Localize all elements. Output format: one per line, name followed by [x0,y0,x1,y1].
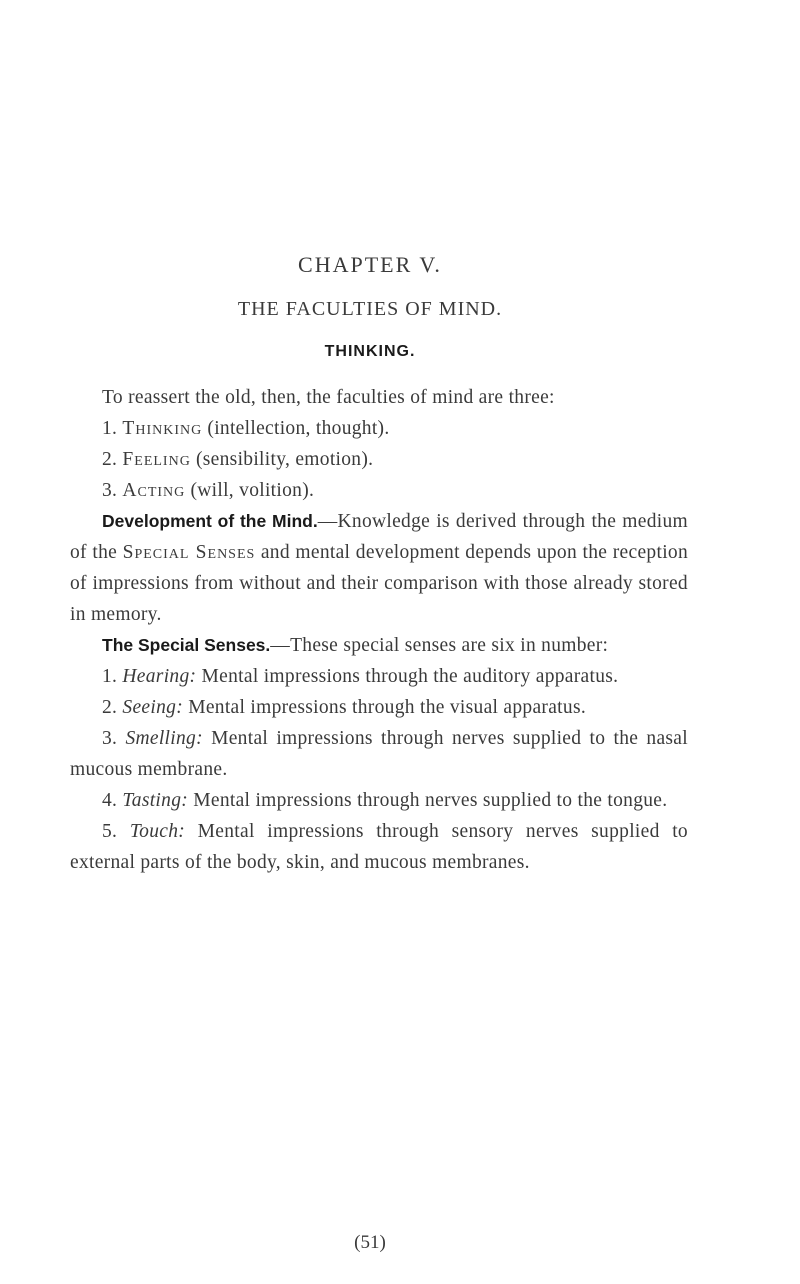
faculty-detail: (sensibility, emotion). [196,449,374,470]
sense-item [70,661,688,692]
sense-description: Mental impressions through sensory nerves supplied to external parts of the body, skin, and mucous membranes. [70,821,688,873]
chapter-title: THE FACULTIES OF MIND. [237,298,503,320]
sense-number: 2. [102,697,118,718]
special-senses-paragraph [70,630,688,661]
sense-name: Hearing: [122,666,197,687]
sense-item [70,785,688,816]
sense-item [70,816,688,878]
faculty-name: Acting [122,480,186,501]
sense-item [70,723,688,785]
sense-name: Touch: [129,821,186,842]
body-text [70,382,688,878]
development-text-before: —Knowledge is derived through the medium of the [70,511,688,563]
page-number: (51) [354,1232,386,1253]
section-heading: THINKING. [324,343,416,360]
sense-name: Tasting: [122,790,189,811]
sense-description: Mental impressions through nerves supplied to the nasal mucous membrane. [70,728,688,780]
special-senses-text: —These special senses are six in number: [270,635,609,656]
faculty-detail: (intellection, thought). [207,418,390,439]
sense-description: Mental impressions through nerves supplied to the tongue. [193,790,668,811]
faculty-number: 3. [102,480,118,501]
sense-name: Smelling: [125,728,203,749]
special-senses-term: Special Senses [122,542,256,563]
sense-description: Mental impressions through the auditory apparatus. [201,666,619,687]
faculty-number: 2. [102,449,118,470]
sense-number: 3. [102,728,118,749]
special-senses-heading: The Special Senses. [102,635,271,655]
development-paragraph [70,506,688,630]
sense-number: 1. [102,666,118,687]
sense-description: Mental impressions through the visual apparatus. [188,697,587,718]
chapter-number: CHAPTER V. [298,252,442,277]
faculty-name: Feeling [122,449,191,470]
development-heading: Development of the Mind. [102,511,318,531]
intro-paragraph: To reassert the old, then, the faculties of mind are three: [102,387,555,408]
faculty-name: Thinking [122,418,203,439]
faculty-number: 1. [102,418,118,439]
sense-number: 4. [102,790,118,811]
sense-name: Seeing: [122,697,183,718]
development-text-after: and mental development depends upon the reception of impressions from without and their comparison with those already stored in memory. [70,542,689,625]
faculty-item [70,475,688,506]
faculty-detail: (will, volition). [190,480,315,501]
faculty-item [70,413,688,444]
sense-number: 5. [102,821,118,842]
faculty-item [70,444,688,475]
sense-item [70,692,688,723]
